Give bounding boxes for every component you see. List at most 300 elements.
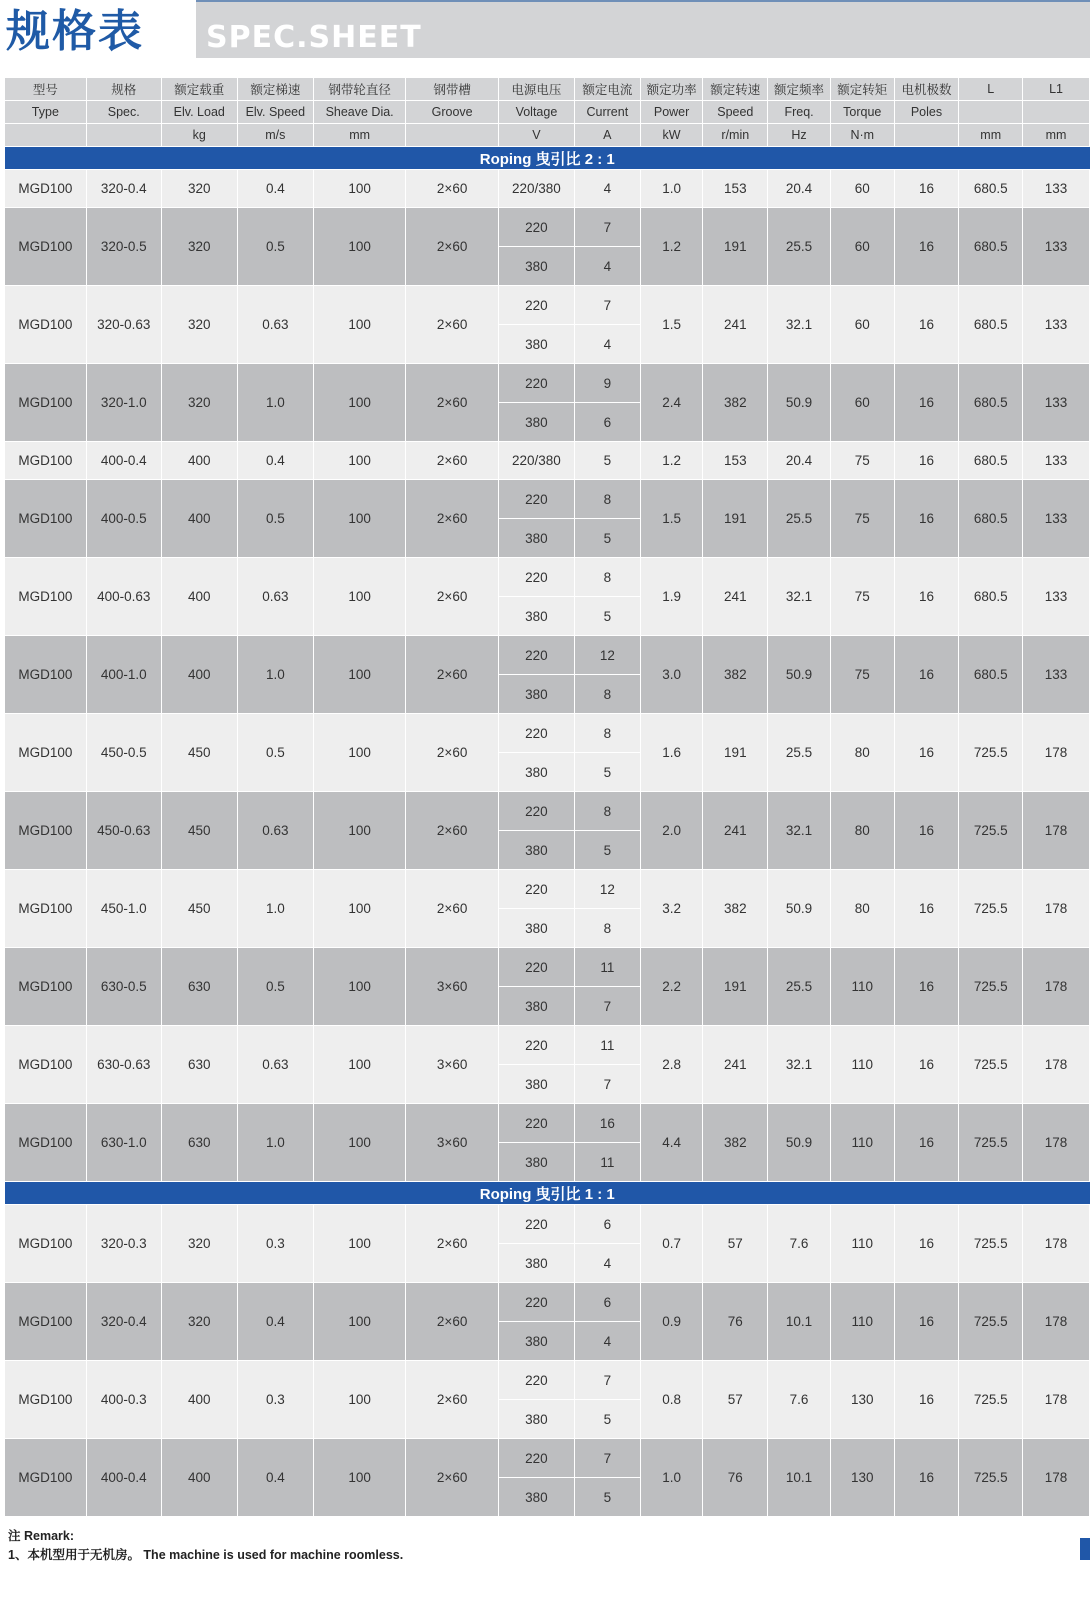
cell-groove: 3×60 xyxy=(406,1104,499,1182)
cell-spec: 450-1.0 xyxy=(86,870,161,948)
cell-power: 1.5 xyxy=(640,480,703,558)
cell-type: MGD100 xyxy=(5,1283,86,1361)
cell-type: MGD100 xyxy=(5,364,86,442)
cell-current: 5 xyxy=(574,519,640,558)
cell-type: MGD100 xyxy=(5,870,86,948)
cell-load: 400 xyxy=(161,442,237,480)
cell-rpm: 382 xyxy=(703,636,768,714)
cell-current: 4 xyxy=(574,325,640,364)
col-header-unit: mm xyxy=(959,124,1023,147)
col-header-cn: 额定载重 xyxy=(161,78,237,101)
cell-voltage: 220 xyxy=(498,1205,574,1244)
cell-spec: 630-0.63 xyxy=(86,1026,161,1104)
cell-spec: 400-0.5 xyxy=(86,480,161,558)
col-header-unit: m/s xyxy=(237,124,313,147)
cell-voltage: 380 xyxy=(498,1322,574,1361)
cell-speed: 0.4 xyxy=(237,1283,313,1361)
col-header-unit: r/min xyxy=(703,124,768,147)
cell-L: 680.5 xyxy=(959,286,1023,364)
cell-power: 2.4 xyxy=(640,364,703,442)
cell-voltage: 220 xyxy=(498,870,574,909)
col-header-cn: 额定频率 xyxy=(768,78,831,101)
cell-voltage: 380 xyxy=(498,831,574,870)
col-header-cn: 额定转矩 xyxy=(830,78,894,101)
col-header-unit xyxy=(894,124,959,147)
cell-poles: 16 xyxy=(894,870,959,948)
cell-type: MGD100 xyxy=(5,1104,86,1182)
cell-rpm: 382 xyxy=(703,364,768,442)
cell-torque: 130 xyxy=(830,1439,894,1517)
cell-voltage: 220 xyxy=(498,1361,574,1400)
cell-voltage: 380 xyxy=(498,1065,574,1104)
section-header xyxy=(5,1182,1090,1205)
cell-current: 4 xyxy=(574,170,640,208)
cell-poles: 16 xyxy=(894,792,959,870)
cell-current: 7 xyxy=(574,987,640,1026)
cell-groove: 2×60 xyxy=(406,480,499,558)
cell-freq: 32.1 xyxy=(768,286,831,364)
cell-current: 16 xyxy=(574,1104,640,1143)
cell-groove: 2×60 xyxy=(406,636,499,714)
col-header-cn: 额定梯速 xyxy=(237,78,313,101)
cell-load: 400 xyxy=(161,1439,237,1517)
table-row xyxy=(5,948,1090,987)
cell-current: 8 xyxy=(574,480,640,519)
cell-current: 4 xyxy=(574,1244,640,1283)
cell-voltage: 220 xyxy=(498,364,574,403)
cell-type: MGD100 xyxy=(5,1205,86,1283)
cell-L: 725.5 xyxy=(959,1205,1023,1283)
cell-L1: 178 xyxy=(1023,1104,1090,1182)
cell-groove: 2×60 xyxy=(406,442,499,480)
cell-rpm: 382 xyxy=(703,870,768,948)
cell-groove: 2×60 xyxy=(406,870,499,948)
cell-current: 12 xyxy=(574,870,640,909)
cell-groove: 2×60 xyxy=(406,1205,499,1283)
cell-current: 7 xyxy=(574,286,640,325)
table-row xyxy=(5,870,1090,909)
cell-voltage: 220 xyxy=(498,208,574,247)
cell-L: 725.5 xyxy=(959,1361,1023,1439)
edge-marker xyxy=(1080,1538,1090,1560)
cell-L: 725.5 xyxy=(959,792,1023,870)
table-row xyxy=(5,286,1090,325)
cell-freq: 25.5 xyxy=(768,948,831,1026)
cell-freq: 50.9 xyxy=(768,364,831,442)
cell-voltage: 220 xyxy=(498,286,574,325)
cell-current: 8 xyxy=(574,714,640,753)
cell-speed: 0.5 xyxy=(237,714,313,792)
cell-L1: 178 xyxy=(1023,792,1090,870)
cell-load: 320 xyxy=(161,170,237,208)
page-title-en: SPEC.SHEET xyxy=(206,20,422,55)
cell-poles: 16 xyxy=(894,480,959,558)
col-header-unit: mm xyxy=(313,124,406,147)
cell-current: 5 xyxy=(574,753,640,792)
col-header-en: Elv. Speed xyxy=(237,101,313,124)
cell-L1: 133 xyxy=(1023,442,1090,480)
cell-speed: 0.5 xyxy=(237,948,313,1026)
cell-spec: 630-0.5 xyxy=(86,948,161,1026)
cell-load: 400 xyxy=(161,636,237,714)
cell-current: 8 xyxy=(574,558,640,597)
cell-voltage: 220 xyxy=(498,636,574,675)
cell-L1: 133 xyxy=(1023,636,1090,714)
cell-load: 400 xyxy=(161,558,237,636)
table-row xyxy=(5,208,1090,247)
cell-rpm: 191 xyxy=(703,948,768,1026)
cell-freq: 10.1 xyxy=(768,1439,831,1517)
cell-freq: 32.1 xyxy=(768,792,831,870)
cell-current: 11 xyxy=(574,948,640,987)
col-header-cn: L xyxy=(959,78,1023,101)
cell-load: 320 xyxy=(161,208,237,286)
cell-groove: 3×60 xyxy=(406,948,499,1026)
cell-L: 725.5 xyxy=(959,1439,1023,1517)
cell-current: 8 xyxy=(574,909,640,948)
cell-L: 680.5 xyxy=(959,636,1023,714)
cell-speed: 0.5 xyxy=(237,480,313,558)
cell-speed: 1.0 xyxy=(237,870,313,948)
cell-current: 11 xyxy=(574,1143,640,1182)
col-header-unit: N·m xyxy=(830,124,894,147)
cell-L1: 178 xyxy=(1023,1361,1090,1439)
cell-sheave: 100 xyxy=(313,636,406,714)
cell-sheave: 100 xyxy=(313,208,406,286)
cell-sheave: 100 xyxy=(313,714,406,792)
col-header-unit: kW xyxy=(640,124,703,147)
cell-voltage: 380 xyxy=(498,247,574,286)
cell-current: 9 xyxy=(574,364,640,403)
cell-sheave: 100 xyxy=(313,1361,406,1439)
cell-torque: 110 xyxy=(830,1205,894,1283)
cell-rpm: 191 xyxy=(703,480,768,558)
col-header-unit xyxy=(406,124,499,147)
col-header-en: Freq. xyxy=(768,101,831,124)
cell-power: 1.0 xyxy=(640,1439,703,1517)
cell-groove: 2×60 xyxy=(406,714,499,792)
cell-freq: 20.4 xyxy=(768,170,831,208)
col-header-unit: Hz xyxy=(768,124,831,147)
cell-L1: 133 xyxy=(1023,558,1090,636)
col-header-cn: 电源电压 xyxy=(498,78,574,101)
col-header-en: Elv. Load xyxy=(161,101,237,124)
cell-power: 2.0 xyxy=(640,792,703,870)
cell-current: 8 xyxy=(574,792,640,831)
cell-load: 450 xyxy=(161,870,237,948)
col-header-cn: 电机极数 xyxy=(894,78,959,101)
header-row-en xyxy=(5,101,1090,124)
table-row xyxy=(5,170,1090,208)
cell-spec: 400-1.0 xyxy=(86,636,161,714)
cell-voltage: 380 xyxy=(498,403,574,442)
cell-poles: 16 xyxy=(894,286,959,364)
cell-current: 6 xyxy=(574,403,640,442)
cell-speed: 0.4 xyxy=(237,1439,313,1517)
cell-poles: 16 xyxy=(894,208,959,286)
cell-torque: 75 xyxy=(830,558,894,636)
cell-freq: 7.6 xyxy=(768,1205,831,1283)
cell-poles: 16 xyxy=(894,442,959,480)
cell-voltage: 380 xyxy=(498,597,574,636)
cell-L1: 133 xyxy=(1023,170,1090,208)
cell-sheave: 100 xyxy=(313,948,406,1026)
cell-type: MGD100 xyxy=(5,286,86,364)
cell-power: 1.2 xyxy=(640,442,703,480)
cell-voltage: 380 xyxy=(498,909,574,948)
cell-voltage: 380 xyxy=(498,1400,574,1439)
cell-current: 5 xyxy=(574,597,640,636)
cell-load: 320 xyxy=(161,364,237,442)
cell-poles: 16 xyxy=(894,714,959,792)
col-header-en: Poles xyxy=(894,101,959,124)
cell-voltage: 380 xyxy=(498,675,574,714)
cell-groove: 2×60 xyxy=(406,364,499,442)
cell-load: 630 xyxy=(161,1104,237,1182)
cell-current: 6 xyxy=(574,1283,640,1322)
cell-poles: 16 xyxy=(894,948,959,1026)
header-row-unit xyxy=(5,124,1090,147)
cell-poles: 16 xyxy=(894,1283,959,1361)
cell-speed: 0.63 xyxy=(237,558,313,636)
cell-torque: 80 xyxy=(830,714,894,792)
cell-sheave: 100 xyxy=(313,442,406,480)
cell-load: 450 xyxy=(161,792,237,870)
table-row xyxy=(5,442,1090,480)
remark xyxy=(8,1527,403,1565)
cell-speed: 0.3 xyxy=(237,1205,313,1283)
table-row xyxy=(5,1104,1090,1143)
col-header-unit xyxy=(86,124,161,147)
table-row xyxy=(5,1439,1090,1478)
cell-L: 680.5 xyxy=(959,208,1023,286)
cell-groove: 2×60 xyxy=(406,1283,499,1361)
cell-groove: 2×60 xyxy=(406,1439,499,1517)
cell-torque: 80 xyxy=(830,792,894,870)
cell-L: 680.5 xyxy=(959,364,1023,442)
cell-type: MGD100 xyxy=(5,1026,86,1104)
cell-type: MGD100 xyxy=(5,948,86,1026)
cell-load: 630 xyxy=(161,948,237,1026)
table-row xyxy=(5,1361,1090,1400)
cell-L1: 178 xyxy=(1023,1205,1090,1283)
cell-groove: 2×60 xyxy=(406,170,499,208)
cell-rpm: 191 xyxy=(703,208,768,286)
cell-L1: 178 xyxy=(1023,948,1090,1026)
cell-poles: 16 xyxy=(894,1439,959,1517)
cell-sheave: 100 xyxy=(313,1283,406,1361)
cell-torque: 110 xyxy=(830,948,894,1026)
cell-L: 725.5 xyxy=(959,948,1023,1026)
cell-groove: 2×60 xyxy=(406,1361,499,1439)
cell-rpm: 76 xyxy=(703,1283,768,1361)
cell-voltage: 380 xyxy=(498,753,574,792)
table-row xyxy=(5,636,1090,675)
col-header-cn: L1 xyxy=(1023,78,1090,101)
cell-power: 0.7 xyxy=(640,1205,703,1283)
cell-torque: 110 xyxy=(830,1283,894,1361)
cell-type: MGD100 xyxy=(5,170,86,208)
cell-freq: 10.1 xyxy=(768,1283,831,1361)
col-header-en: Sheave Dia. xyxy=(313,101,406,124)
col-header-unit: mm xyxy=(1023,124,1090,147)
cell-speed: 0.63 xyxy=(237,1026,313,1104)
cell-power: 3.2 xyxy=(640,870,703,948)
cell-voltage: 220 xyxy=(498,480,574,519)
cell-poles: 16 xyxy=(894,1104,959,1182)
cell-load: 630 xyxy=(161,1026,237,1104)
cell-sheave: 100 xyxy=(313,480,406,558)
cell-speed: 1.0 xyxy=(237,1104,313,1182)
cell-spec: 320-0.4 xyxy=(86,1283,161,1361)
cell-groove: 2×60 xyxy=(406,558,499,636)
cell-rpm: 153 xyxy=(703,442,768,480)
cell-freq: 25.5 xyxy=(768,208,831,286)
cell-speed: 0.4 xyxy=(237,442,313,480)
cell-L: 725.5 xyxy=(959,1026,1023,1104)
cell-poles: 16 xyxy=(894,1361,959,1439)
table-row xyxy=(5,1283,1090,1322)
cell-power: 2.8 xyxy=(640,1026,703,1104)
cell-spec: 320-1.0 xyxy=(86,364,161,442)
col-header-en: Type xyxy=(5,101,86,124)
col-header-en: Groove xyxy=(406,101,499,124)
cell-voltage: 380 xyxy=(498,1244,574,1283)
cell-rpm: 382 xyxy=(703,1104,768,1182)
cell-voltage: 220 xyxy=(498,1439,574,1478)
cell-rpm: 57 xyxy=(703,1205,768,1283)
cell-voltage: 220/380 xyxy=(498,170,574,208)
cell-sheave: 100 xyxy=(313,170,406,208)
cell-power: 2.2 xyxy=(640,948,703,1026)
cell-type: MGD100 xyxy=(5,714,86,792)
cell-voltage: 220/380 xyxy=(498,442,574,480)
cell-type: MGD100 xyxy=(5,1439,86,1517)
col-header-en: Torque xyxy=(830,101,894,124)
cell-type: MGD100 xyxy=(5,208,86,286)
cell-L1: 178 xyxy=(1023,1026,1090,1104)
cell-current: 7 xyxy=(574,208,640,247)
cell-L: 680.5 xyxy=(959,558,1023,636)
cell-L1: 178 xyxy=(1023,1439,1090,1517)
col-header-unit xyxy=(5,124,86,147)
cell-power: 0.9 xyxy=(640,1283,703,1361)
cell-torque: 60 xyxy=(830,286,894,364)
cell-spec: 320-0.3 xyxy=(86,1205,161,1283)
cell-L1: 133 xyxy=(1023,286,1090,364)
table-row xyxy=(5,792,1090,831)
cell-spec: 400-0.63 xyxy=(86,558,161,636)
cell-voltage: 220 xyxy=(498,558,574,597)
col-header-cn: 额定电流 xyxy=(574,78,640,101)
cell-rpm: 153 xyxy=(703,170,768,208)
cell-rpm: 241 xyxy=(703,558,768,636)
cell-L: 725.5 xyxy=(959,1283,1023,1361)
col-header-en: Power xyxy=(640,101,703,124)
cell-current: 5 xyxy=(574,442,640,480)
cell-spec: 450-0.5 xyxy=(86,714,161,792)
cell-L1: 133 xyxy=(1023,364,1090,442)
col-header-unit: kg xyxy=(161,124,237,147)
cell-sheave: 100 xyxy=(313,1439,406,1517)
cell-sheave: 100 xyxy=(313,286,406,364)
remark-label: 注 Remark: xyxy=(8,1529,74,1543)
cell-sheave: 100 xyxy=(313,1104,406,1182)
cell-L: 725.5 xyxy=(959,1104,1023,1182)
cell-voltage: 220 xyxy=(498,948,574,987)
cell-L1: 178 xyxy=(1023,870,1090,948)
page-title-cn: 规格表 xyxy=(6,6,144,57)
cell-power: 1.6 xyxy=(640,714,703,792)
section-title: Roping 曳引比 2 : 1 xyxy=(5,147,1090,170)
cell-spec: 320-0.63 xyxy=(86,286,161,364)
cell-current: 4 xyxy=(574,247,640,286)
cell-load: 400 xyxy=(161,1361,237,1439)
cell-freq: 50.9 xyxy=(768,636,831,714)
cell-voltage: 220 xyxy=(498,1026,574,1065)
col-header-cn: 型号 xyxy=(5,78,86,101)
cell-spec: 320-0.5 xyxy=(86,208,161,286)
cell-voltage: 380 xyxy=(498,1478,574,1517)
cell-poles: 16 xyxy=(894,170,959,208)
cell-torque: 75 xyxy=(830,636,894,714)
cell-torque: 110 xyxy=(830,1104,894,1182)
spec-table-body xyxy=(5,78,1090,1517)
cell-sheave: 100 xyxy=(313,364,406,442)
cell-voltage: 380 xyxy=(498,325,574,364)
cell-current: 11 xyxy=(574,1026,640,1065)
cell-voltage: 380 xyxy=(498,519,574,558)
cell-rpm: 241 xyxy=(703,286,768,364)
cell-current: 8 xyxy=(574,675,640,714)
cell-spec: 400-0.4 xyxy=(86,442,161,480)
cell-current: 5 xyxy=(574,1400,640,1439)
col-header-en: Speed xyxy=(703,101,768,124)
cell-L1: 133 xyxy=(1023,480,1090,558)
cell-type: MGD100 xyxy=(5,792,86,870)
cell-spec: 630-1.0 xyxy=(86,1104,161,1182)
col-header-cn: 钢带槽 xyxy=(406,78,499,101)
cell-power: 0.8 xyxy=(640,1361,703,1439)
cell-freq: 20.4 xyxy=(768,442,831,480)
cell-type: MGD100 xyxy=(5,480,86,558)
cell-speed: 1.0 xyxy=(237,636,313,714)
cell-voltage: 380 xyxy=(498,987,574,1026)
cell-sheave: 100 xyxy=(313,1205,406,1283)
table-row xyxy=(5,1205,1090,1244)
cell-L: 680.5 xyxy=(959,170,1023,208)
spec-table xyxy=(5,78,1090,1517)
col-header-en: Spec. xyxy=(86,101,161,124)
cell-current: 12 xyxy=(574,636,640,675)
col-header-unit: V xyxy=(498,124,574,147)
cell-speed: 1.0 xyxy=(237,364,313,442)
cell-L: 725.5 xyxy=(959,714,1023,792)
cell-load: 320 xyxy=(161,286,237,364)
cell-poles: 16 xyxy=(894,1205,959,1283)
cell-sheave: 100 xyxy=(313,1026,406,1104)
cell-freq: 32.1 xyxy=(768,558,831,636)
cell-speed: 0.63 xyxy=(237,792,313,870)
cell-torque: 75 xyxy=(830,480,894,558)
table-row xyxy=(5,714,1090,753)
cell-power: 1.0 xyxy=(640,170,703,208)
cell-groove: 3×60 xyxy=(406,1026,499,1104)
cell-rpm: 241 xyxy=(703,1026,768,1104)
cell-load: 320 xyxy=(161,1283,237,1361)
cell-power: 1.2 xyxy=(640,208,703,286)
cell-spec: 400-0.3 xyxy=(86,1361,161,1439)
